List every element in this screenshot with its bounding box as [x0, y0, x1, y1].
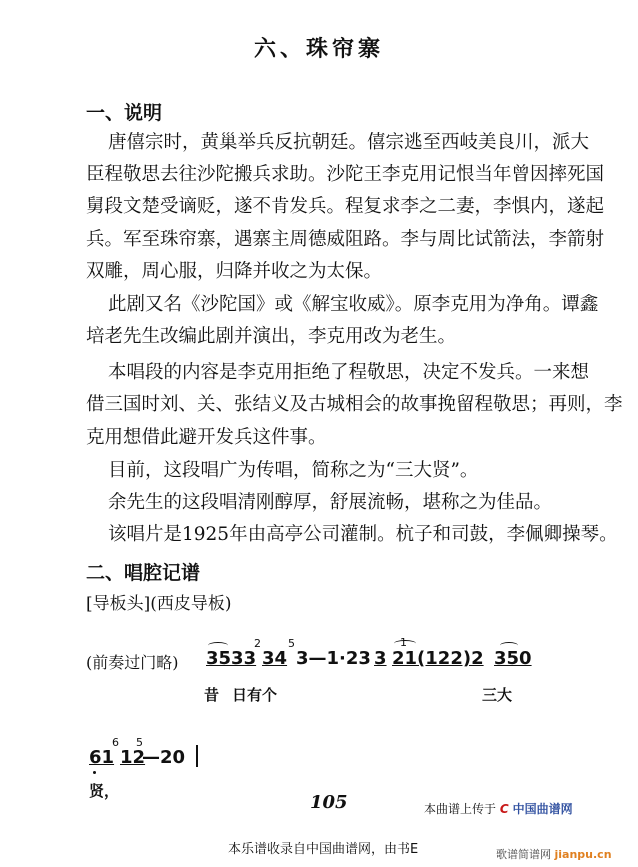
site-watermark — [496, 846, 612, 862]
site-logo: 中国曲谱网 — [512, 802, 573, 816]
grace-note: 5 — [136, 736, 143, 749]
text-line: 余先生的这段唱清刚醇厚，舒展流畅，堪称之为佳品。 — [108, 492, 553, 513]
bar-line — [196, 745, 198, 767]
page-title: 六、珠帘寨 — [253, 37, 384, 62]
text-line: 臣程敬思去往沙陀搬兵求助。沙陀王李克用记恨当年曾因摔死国 — [86, 164, 605, 185]
brand-mark: C — [499, 802, 509, 816]
text-line: 该唱片是1925年由高亭公司灌制。杭子和司鼓，李佩卿操琴。 — [108, 524, 618, 545]
text-line: 舅段文楚受谪贬，遂不肯发兵。程复求李之二妻，李惧内，遂起 — [86, 196, 605, 217]
footer-note: 本乐谱收录自中国曲谱网，由书E — [228, 842, 419, 857]
note-group: 61 — [89, 747, 115, 768]
note-group: 3 — [374, 648, 387, 669]
note-group: 350 — [494, 648, 532, 669]
upload-label: 本曲谱上传于 — [424, 802, 497, 816]
prelude-note: (前奏过门略) — [86, 653, 179, 672]
upload-watermark — [424, 800, 573, 817]
lyric: 贤， — [89, 782, 120, 800]
note-group: 12 — [120, 747, 146, 768]
page-number: 105 — [310, 792, 348, 813]
grace-note: 1 — [400, 636, 407, 649]
grace-note: 6 — [112, 736, 119, 749]
grace-note: 5 — [288, 637, 295, 650]
note-group: —20 — [142, 747, 186, 768]
site-name: 歌谱简谱网 — [496, 848, 551, 861]
lyric: 三大 — [482, 686, 513, 704]
low-octave-dot — [93, 771, 96, 774]
note-group: 3—1·23 — [296, 648, 371, 669]
note-group: 21(122)2 — [392, 648, 484, 669]
note-group: 34 — [262, 648, 288, 669]
text-line: 借三国时刘、关、张结义及古城相会的故事挽留程敬思；再则，李 — [86, 394, 623, 415]
text-line: 克用想借此避开发兵这件事。 — [86, 427, 327, 448]
text-line: 双雕，周心服，归降并收之为太保。 — [86, 261, 383, 282]
notation-subheading: [导板头](西皮导板) — [86, 594, 232, 614]
text-line: 培老先生改编此剧并演出，李克用改为老生。 — [86, 326, 457, 347]
text-line: 兵。军至珠帘寨，遇寨主周德威阻路。李与周比试箭法，李箭射 — [86, 229, 605, 250]
text-line: 唐僖宗时，黄巢举兵反抗朝廷。僖宗逃至西岐美良川，派大 — [108, 132, 590, 153]
site-url: jianpu.cn — [554, 848, 612, 861]
lyric: 昔 — [204, 686, 220, 704]
section-heading-notation: 二、唱腔记谱 — [86, 562, 201, 584]
text-line: 本唱段的内容是李克用拒绝了程敬思，决定不发兵。一来想 — [108, 362, 590, 383]
text-line: 此剧又名《沙陀国》或《解宝收威》。原李克用为净角。谭鑫 — [108, 294, 599, 315]
text-line: 目前，这段唱广为传唱，简称之为“三大贤”。 — [108, 460, 479, 481]
note-group: 3533 — [206, 648, 257, 669]
grace-note: 2 — [254, 637, 261, 650]
lyric: 日有个 — [232, 686, 278, 704]
section-heading-description: 一、说明 — [86, 102, 163, 124]
